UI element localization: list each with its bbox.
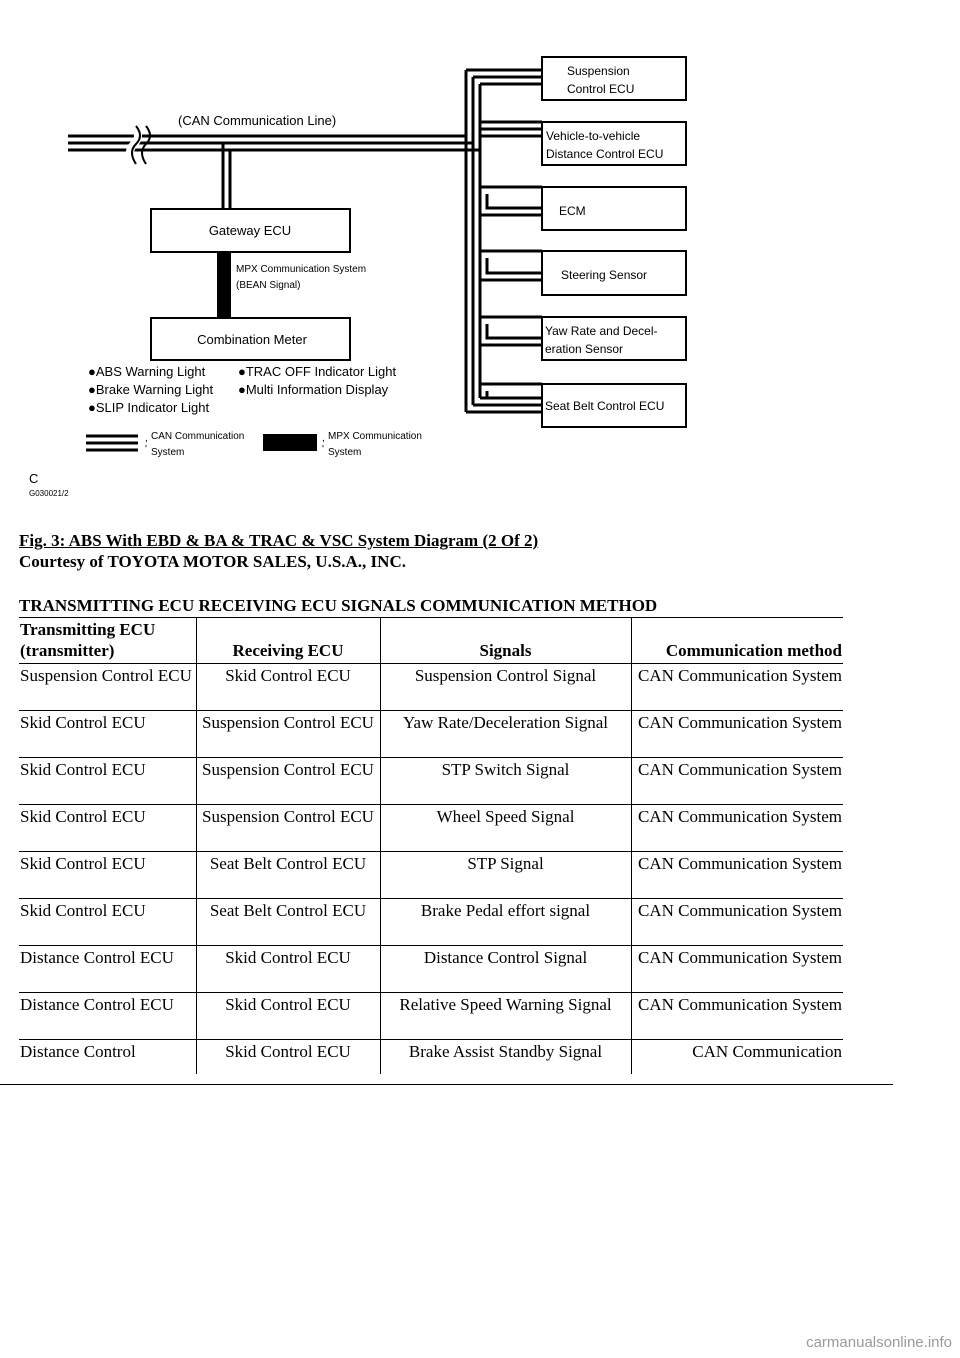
gateway-drop xyxy=(223,143,230,209)
header-communication-method: Communication method xyxy=(631,618,843,664)
diagram-label: eration Sensor xyxy=(545,342,624,356)
diagram-label: Suspension xyxy=(567,64,630,78)
courtesy-line: Courtesy of TOYOTA MOTOR SALES, U.S.A., INC. xyxy=(19,552,406,571)
diagram-label: Seat Belt Control ECU xyxy=(545,399,665,413)
table-row xyxy=(19,664,843,711)
svg-text:': ' xyxy=(145,444,147,455)
cell-receiver: Suspension Control ECU xyxy=(196,758,380,805)
table-title: TRANSMITTING ECU RECEIVING ECU SIGNALS COMMUNICATION METHOD xyxy=(19,596,658,615)
cell-receiver: Skid Control ECU xyxy=(196,1040,380,1075)
mpx-label-2: (BEAN Signal) xyxy=(236,280,301,291)
cell-signal: Yaw Rate/Deceleration Signal xyxy=(380,711,631,758)
table-row xyxy=(19,758,843,805)
signals-table-wrapper xyxy=(19,617,843,1074)
cell-method: CAN Communication System xyxy=(631,664,843,711)
cell-receiver: Skid Control ECU xyxy=(196,993,380,1040)
cell-method: CAN Communication System xyxy=(631,946,843,993)
gateway-ecu-box xyxy=(151,209,350,252)
ecu-steering-box xyxy=(542,251,686,295)
combination-meter-box xyxy=(151,318,350,360)
cell-method: CAN Communication System xyxy=(631,711,843,758)
cell-transmitter: Suspension Control ECU xyxy=(19,664,196,711)
header-transmitting-ecu: Transmitting ECU (transmitter) xyxy=(20,620,156,660)
figure-caption: Fig. 3: ABS With EBD & BA & TRAC & VSC System Diagram (2 Of 2) xyxy=(19,531,539,550)
ecu-yaw-box xyxy=(542,317,686,360)
header-receiving-ecu: Receiving ECU xyxy=(196,618,380,664)
gateway-label: Gateway ECU xyxy=(208,223,292,238)
cell-signal: Brake Pedal effort signal xyxy=(380,899,631,946)
diagram-label: Control ECU xyxy=(567,82,635,96)
cell-signal: STP Switch Signal xyxy=(380,758,631,805)
table-header-row xyxy=(19,618,843,664)
mpx-line xyxy=(217,252,231,318)
cell-method: CAN Communication System xyxy=(631,899,843,946)
can-line-label: (CAN Communication Line) xyxy=(178,113,337,128)
cell-transmitter: Skid Control ECU xyxy=(19,852,196,899)
indicator-slip: ●SLIP Indicator Light xyxy=(88,400,210,415)
bottom-rule xyxy=(0,1084,893,1085)
table-row xyxy=(19,1040,843,1075)
legend-can xyxy=(86,431,244,458)
cell-method: CAN Communication System xyxy=(631,805,843,852)
cell-receiver: Seat Belt Control ECU xyxy=(196,899,380,946)
diagram-label: System xyxy=(151,447,185,458)
cell-receiver: Suspension Control ECU xyxy=(196,805,380,852)
mpx-label-1: MPX Communication System xyxy=(236,264,367,275)
table-row xyxy=(19,899,843,946)
indicator-abs: ●ABS Warning Light xyxy=(88,364,206,379)
corner-mark: C xyxy=(29,471,39,486)
cell-method: CAN Communication System xyxy=(631,758,843,805)
ecu-distance-box xyxy=(542,122,686,165)
cell-signal: Suspension Control Signal xyxy=(380,664,631,711)
cell-signal: Relative Speed Warning Signal xyxy=(380,993,631,1040)
figure-code: G030021/2 xyxy=(29,489,69,498)
system-diagram xyxy=(0,0,960,510)
cell-receiver: Skid Control ECU xyxy=(196,664,380,711)
ecu-ecm-box xyxy=(542,187,686,230)
cell-transmitter: Skid Control ECU xyxy=(19,805,196,852)
table-row xyxy=(19,993,843,1040)
indicator-brake: ●Brake Warning Light xyxy=(88,382,214,397)
diagram-label: System xyxy=(328,447,362,458)
cell-signal: Distance Control Signal xyxy=(380,946,631,993)
cell-transmitter: Skid Control ECU xyxy=(19,899,196,946)
cell-signal: Brake Assist Standby Signal xyxy=(380,1040,631,1075)
cell-receiver: Suspension Control ECU xyxy=(196,711,380,758)
diagram-label: MPX Communication xyxy=(328,431,422,442)
cell-transmitter: Skid Control ECU xyxy=(19,711,196,758)
diagram-label: Vehicle-to-vehicle xyxy=(546,129,641,143)
cell-transmitter: Skid Control ECU xyxy=(19,758,196,805)
signals-table xyxy=(19,618,843,1074)
ecu-bus xyxy=(466,70,542,412)
diagram-label: Steering Sensor xyxy=(561,268,648,282)
svg-text:': ' xyxy=(322,444,324,455)
cell-signal: Wheel Speed Signal xyxy=(380,805,631,852)
cell-method: CAN Communication System xyxy=(631,852,843,899)
table-row xyxy=(19,852,843,899)
cell-receiver: Skid Control ECU xyxy=(196,946,380,993)
svg-text:,: , xyxy=(322,433,325,444)
indicator-multi: ●Multi Information Display xyxy=(238,382,389,397)
legend-mpx xyxy=(263,431,422,458)
table-row xyxy=(19,711,843,758)
cell-method: CAN Communication xyxy=(631,1040,843,1075)
svg-text:,: , xyxy=(145,433,148,444)
diagram-label: CAN Communication xyxy=(151,431,245,442)
table-row xyxy=(19,946,843,993)
cell-transmitter: Distance Control ECU xyxy=(19,993,196,1040)
combination-meter-label: Combination Meter xyxy=(197,332,307,347)
table-row xyxy=(19,805,843,852)
cell-receiver: Seat Belt Control ECU xyxy=(196,852,380,899)
ecu-seatbelt-box xyxy=(542,384,686,427)
ecu-suspension-box xyxy=(542,57,686,100)
diagram-label: ECM xyxy=(559,204,586,218)
cell-signal: STP Signal xyxy=(380,852,631,899)
diagram-label: Yaw Rate and Decel- xyxy=(545,324,658,338)
header-signals: Signals xyxy=(380,618,631,664)
line-break-mark xyxy=(130,126,150,164)
cell-transmitter: Distance Control ECU xyxy=(19,946,196,993)
cell-transmitter: Distance Control xyxy=(19,1040,196,1075)
diagram-label: Distance Control ECU xyxy=(546,147,664,161)
cell-method: CAN Communication System xyxy=(631,993,843,1040)
indicator-trac: ●TRAC OFF Indicator Light xyxy=(238,364,397,379)
watermark-logo[interactable]: carmanualsonline.info xyxy=(806,1334,952,1351)
